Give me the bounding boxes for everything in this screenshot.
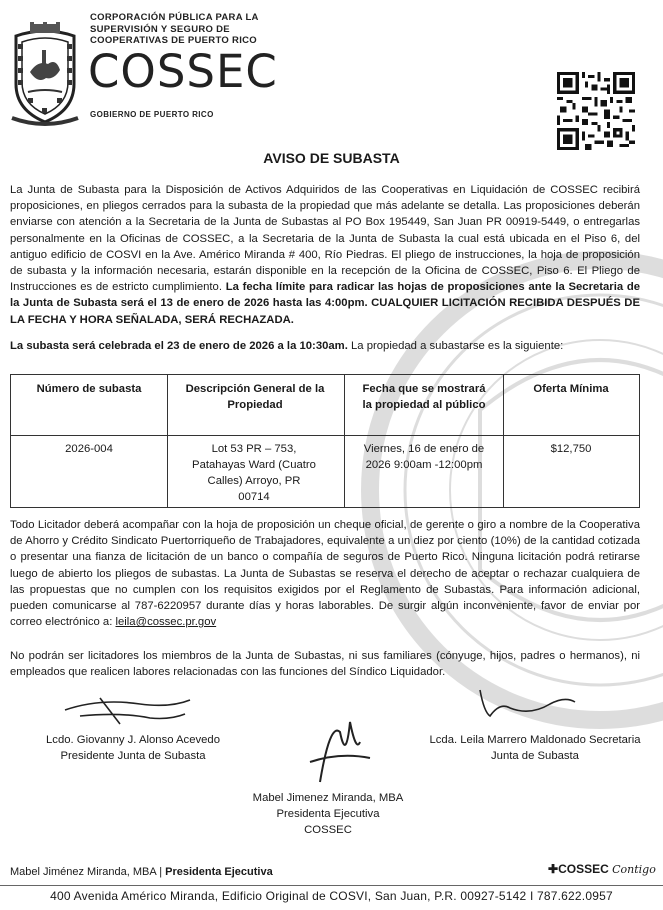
- auction-date-paragraph: [10, 338, 640, 354]
- footer-logo-script: Contigo: [612, 863, 656, 876]
- header-minimum-offer: Oferta Mínima: [533, 383, 609, 395]
- signatory-left-name: Lcdo. Giovanny J. Alonso Acevedo: [46, 734, 220, 746]
- signatory-center: [238, 790, 418, 838]
- intro-text: La Junta de Subasta para la Disposición de Activos Adquiridos de las Cooperativas en Liquidación de COSSEC recibirá proposiciones, en pliegos cerrados para la subasta de la propiedad que más adelante se detalla. Las proposiciones deberán enviarse con atención a la Secretaria de la Junta de Subastas al PO Box 195449, San Juan PR 00919-5449, o entregarlas personalmente en la Oficinas de COSSEC, a la Secretaria de la Junta de Subasta la cual está ubicada en el Piso 6, del antiguo edificio de COSVI en la Ave. Américo Miranda # 400, Río Piedras. El pliego de instrucciones, la hoja de proposición de subasta y la información necesaria, estarán disponible en la recepción de la Oficina de COSSEC, Piso 6. El Pliego de Instrucciones es de estricto cumplimiento.: [10, 184, 640, 294]
- cell-showing-date: Viernes, 16 de enero de 2026 9:00am -12:00pm: [363, 443, 485, 471]
- footer-role: Presidenta Ejecutiva: [165, 866, 273, 878]
- signature-right-icon: [470, 682, 580, 722]
- qr-code-icon: [557, 72, 635, 150]
- signatory-right: [426, 732, 644, 764]
- header-property-description: Descripción General de la Propiedad: [185, 383, 325, 411]
- signatory-right-name: Lcda. Leila Marrero Maldonado Secretaria: [429, 734, 641, 746]
- footer-logo: [548, 862, 656, 876]
- signatory-center-org: COSSEC: [304, 824, 352, 836]
- deadline-text: La fecha límite para radicar las hojas de proposiciones ante la Secretaria de la Junta de Subasta será el 13 de enero de 2026 hasta las 4:00pm. CUALQUIER LICITACIÓN RECIBIDA DESPUÉS DE LA FECHA Y HORA SEÑALADA, SERÁ RECHAZADA.: [10, 281, 641, 326]
- coat-of-arms-icon: [8, 22, 82, 130]
- intro-paragraph: [10, 182, 640, 328]
- signatory-left: [38, 732, 228, 764]
- government-label: GOBIERNO DE PUERTO RICO: [90, 110, 214, 119]
- org-line-2: SUPERVISIÓN Y SEGURO DE: [90, 23, 230, 35]
- signatory-left-title: Presidente Junta de Subasta: [60, 750, 206, 762]
- contact-email-link[interactable]: leila@cossec.pr.gov: [115, 616, 217, 629]
- eligibility-paragraph: No podrán ser licitadores los miembros de la Junta de Subastas, ni sus familiares (cónyuge, hijos, padres o hermanos), ni empleados que realicen labores relacionadas con las funciones del Síndico Liquidador.: [10, 650, 640, 679]
- requirements-paragraph: [10, 517, 640, 630]
- org-line-3: COOPERATIVAS DE PUERTO RICO: [90, 35, 257, 46]
- footer-divider: [0, 885, 663, 886]
- organization-name: [90, 12, 259, 47]
- notice-title: AVISO DE SUBASTA: [263, 150, 400, 166]
- footer-separator: |: [159, 866, 166, 878]
- signatory-right-title: Junta de Subasta: [491, 750, 579, 762]
- header-auction-number: Número de subasta: [36, 383, 142, 395]
- cell-property-description: Lot 53 PR – 753, Patahayas Ward (Cuatro Calles) Arroyo, PR 00714: [192, 443, 316, 503]
- footer-logo-mark-icon: ✚: [548, 862, 559, 876]
- org-line-1: CORPORACIÓN PÚBLICA PARA LA: [90, 12, 259, 23]
- signatory-center-title: Presidenta Ejecutiva: [276, 808, 380, 820]
- requirements-text: Todo Licitador deberá acompañar con la hoja de proposición un cheque oficial, de gerente o giro a nombre de la Cooperativa de Ahorro y Crédito Sindicato Puertorriqueño de Trabajadores, equivalente a un diez por ciento (10%) de la cantidad cotizada o presentar una fianza de licitación de un banco o compañía de seguros de Puerto Rico. Ninguna licitación podrá retirarse luego de abierto los pliegos de subastas. La Junta de Subastas se reserva el derecho de aceptar o rechazar cualquiera de las propuestas que no cumplen con los requisitos exigidos por el Reglamento de Subastas. Para información adicional, pueden comunicarse al 787-6220957 durante días y horas laborables. De surgir algún inconveniente, favor de enviar por correo electrónico a:: [10, 519, 640, 629]
- footer-signatory: [10, 866, 273, 878]
- property-intro-text: La propiedad a subastarse es la siguiente:: [347, 340, 564, 352]
- signatory-center-name: Mabel Jimenez Miranda, MBA: [252, 792, 404, 804]
- header-showing-date: Fecha que se mostrará la propiedad al público: [362, 383, 486, 411]
- auction-date-text: La subasta será celebrada el 23 de enero de 2026 a la 10:30am.: [10, 340, 348, 352]
- cell-minimum-offer: $12,750: [550, 443, 592, 455]
- footer-name: Mabel Jiménez Miranda, MBA: [10, 866, 157, 878]
- brand-logo-text: COSSEC: [88, 45, 278, 98]
- footer-address: 400 Avenida Américo Miranda, Edificio Original de COSVI, San Juan, P.R. 00927-5142 I 787.622.0957: [50, 889, 613, 903]
- signature-center-icon: [300, 712, 380, 792]
- signature-left-icon: [60, 690, 200, 730]
- cell-auction-number: 2026-004: [65, 443, 113, 455]
- property-table: [10, 374, 640, 508]
- footer-logo-text: COSSEC: [558, 862, 609, 876]
